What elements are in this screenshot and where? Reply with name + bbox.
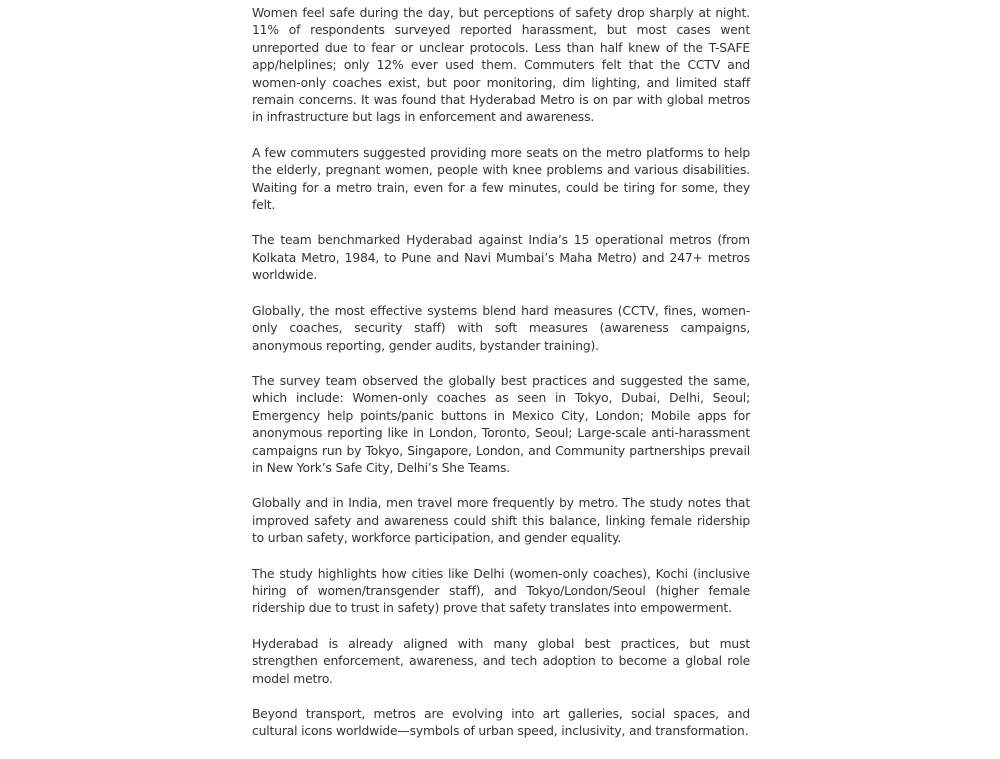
article-paragraph: Women feel safe during the day, but perceptions of safety drop sharply at night. 11% of respondents surveyed reported harassment, but most cases went unreported due to fear or unclear protocols. Less than half knew of the T-SAFE app/helplines; only 12% ever used them. Commuters felt that the CCTV and women-only coaches exist, but poor monitoring, dim lighting, and limited staff remain concerns. It was found that Hyderabad Metro is on par with global metros in infrastructure but lags in enforcement and awareness.: [252, 6, 750, 125]
article-paragraph: Globally and in India, men travel more frequently by metro. The study notes that improved safety and awareness could shift this balance, linking female ridership to urban safety, workforce participation, and gender equality.: [252, 496, 750, 546]
article-paragraph: The survey team observed the globally best practices and suggested the same, which include: Women-only coaches as seen in Tokyo, Dubai, Delhi, Seoul; Emergency help points/panic buttons in Mexico City, London; Mobile apps for anonymous reporting like in London, Toronto, Seoul; Large-scale anti-harassment campaigns run by Tokyo, Singapore, London, and Community partnerships prevail in New York’s Safe City, Delhi’s She Teams.: [252, 373, 750, 475]
article-paragraph: Globally, the most effective systems blend hard measures (CCTV, fines, women-only coaches, security staff) with soft measures (awareness campaigns, anonymous reporting, gender audits, bystander training).: [252, 303, 750, 353]
article-paragraph: The study highlights how cities like Delhi (women-only coaches), Kochi (inclusive hiring of women/transgender staff), and Tokyo/London/Seoul (higher female ridership due to trust in safety) prove that safety translates into empowerment.: [252, 566, 750, 616]
article-paragraph: Beyond transport, metros are evolving into art galleries, social spaces, and cultural icons worldwide—symbols of urban speed, inclusivity, and transformation.: [252, 707, 750, 739]
article-body: [252, 5, 750, 759]
article-paragraph: The team benchmarked Hyderabad against India’s 15 operational metros (from Kolkata Metro, 1984, to Pune and Navi Mumbai’s Maha Metro) and 247+ metros worldwide.: [252, 233, 750, 283]
article-paragraph: Hyderabad is already aligned with many global best practices, but must strengthen enforcement, awareness, and tech adoption to become a global role model metro.: [252, 636, 750, 686]
article-paragraph: A few commuters suggested providing more seats on the metro platforms to help the elderly, pregnant women, people with knee problems and various disabilities. Waiting for a metro train, even for a few minutes, could be tiring for some, they felt.: [252, 145, 750, 213]
